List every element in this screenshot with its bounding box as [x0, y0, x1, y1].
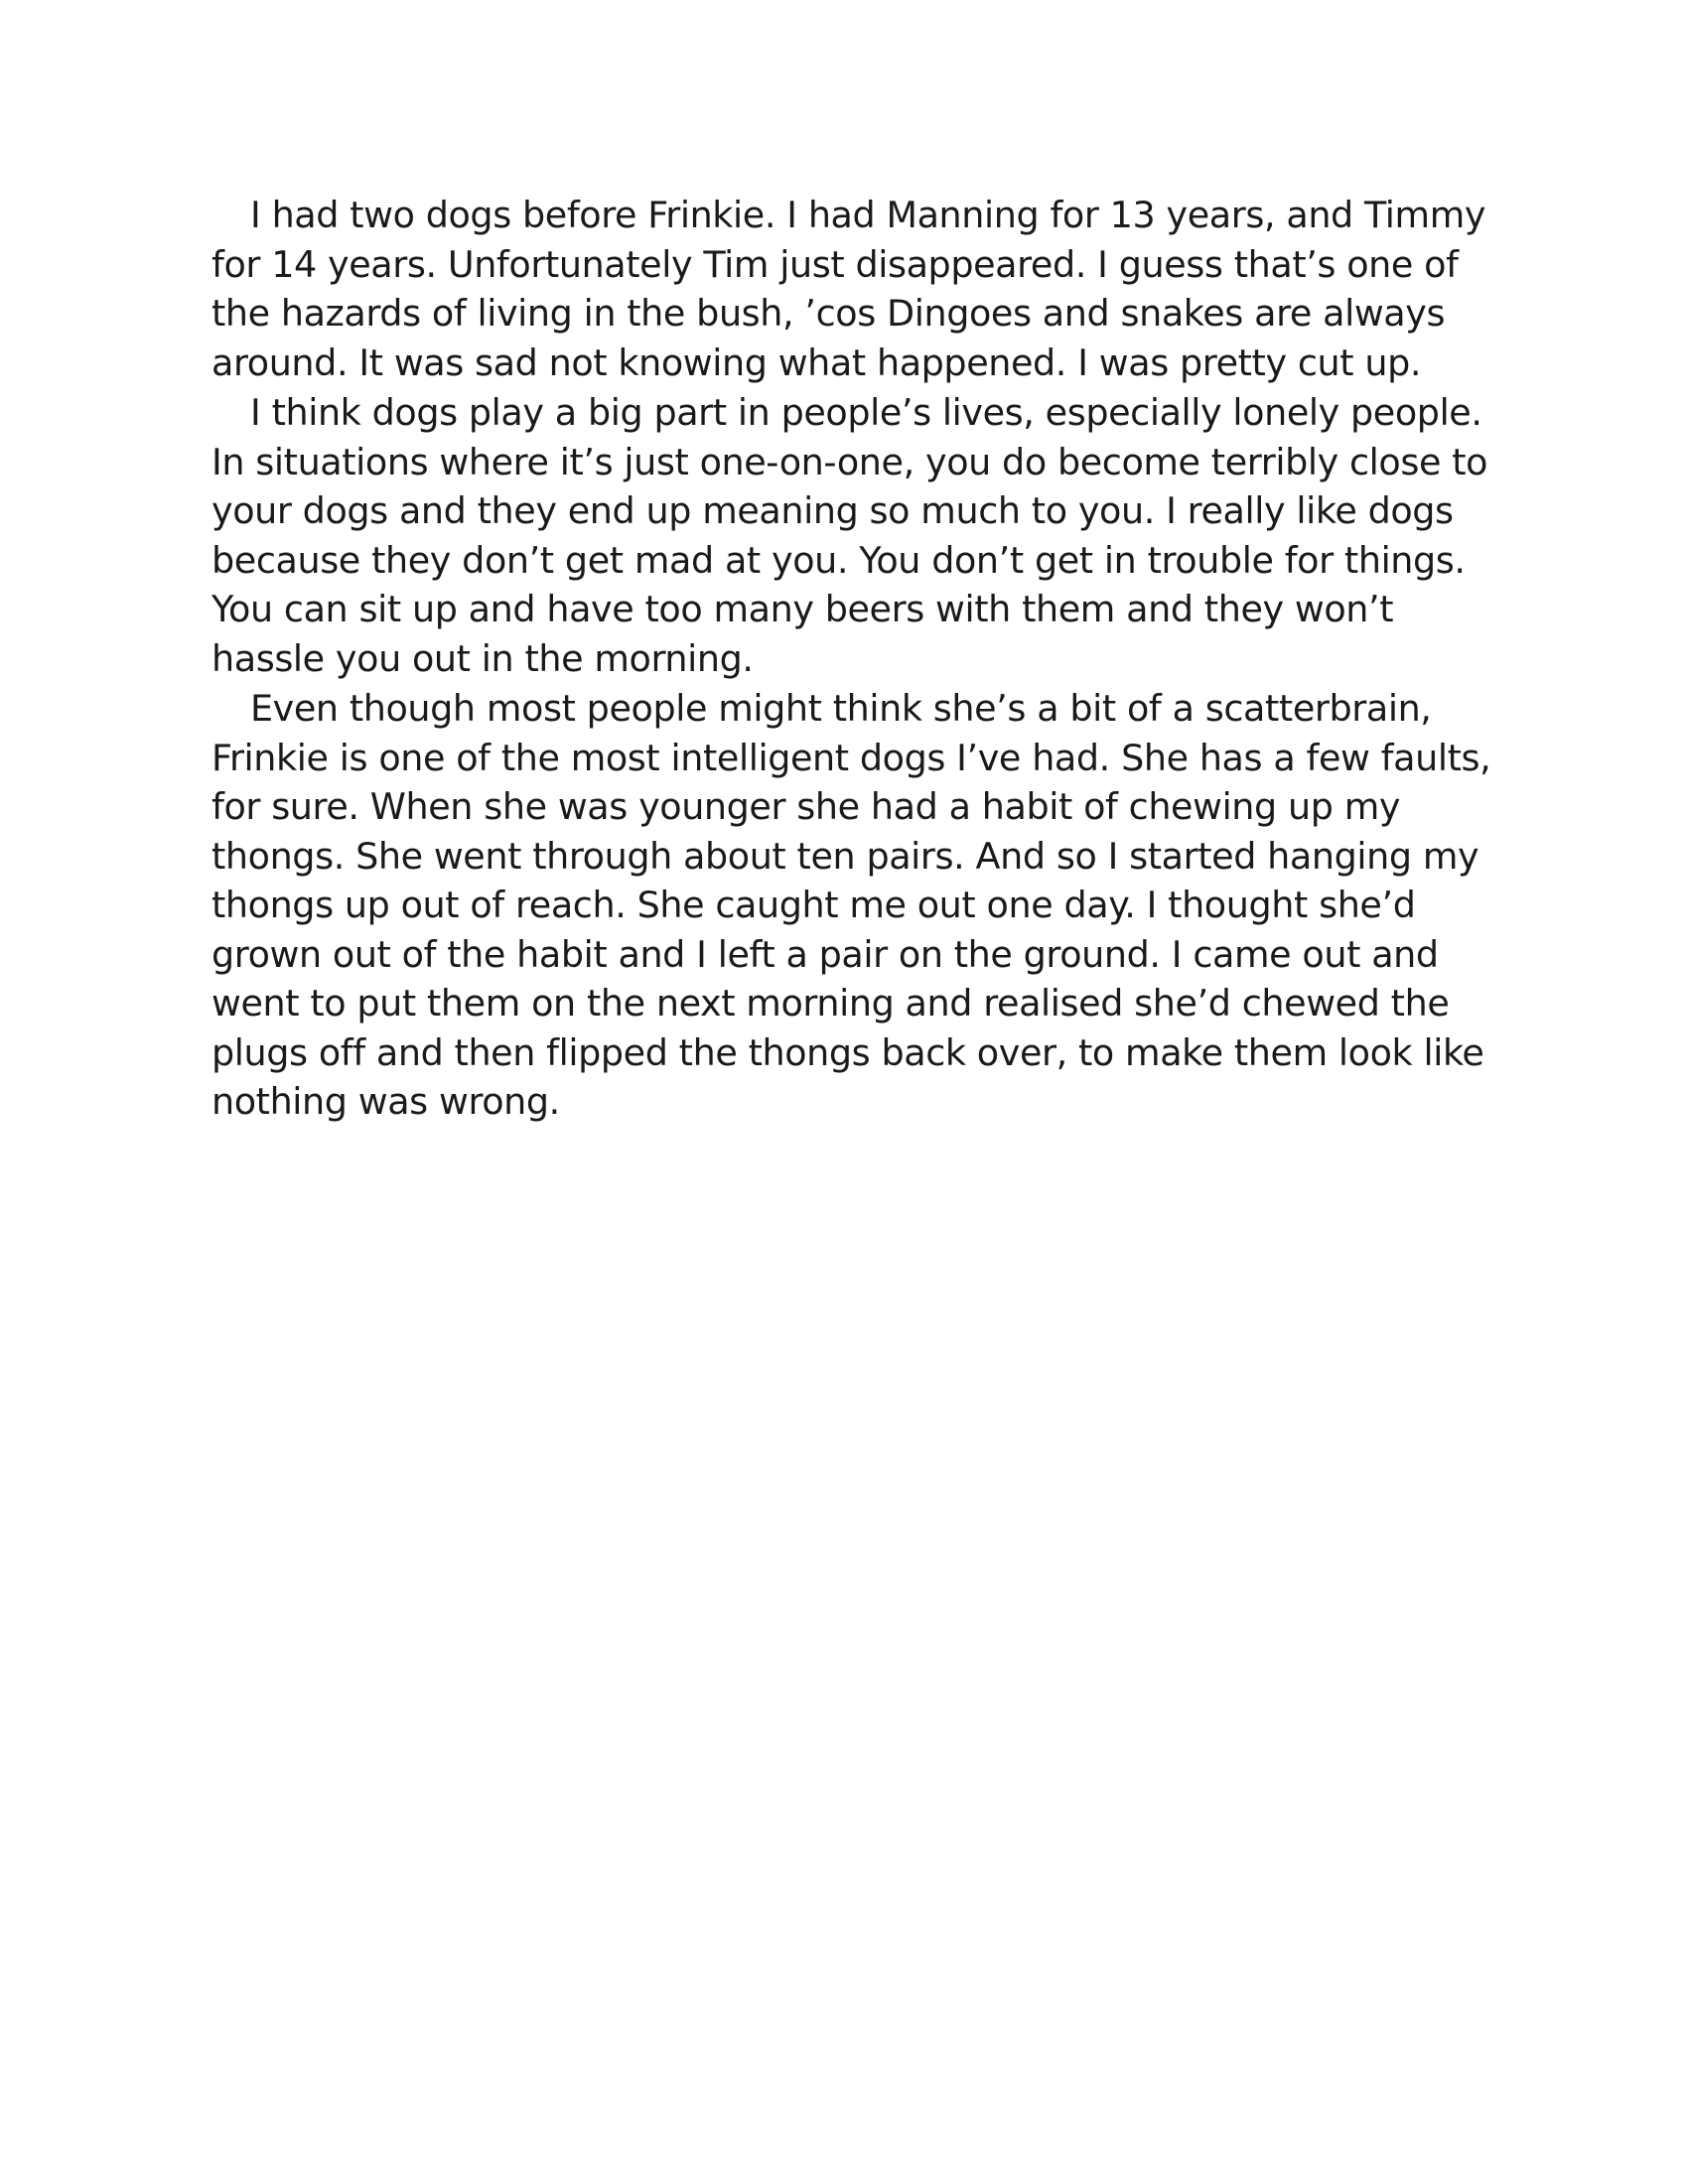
text-line: the hazards of living in the bush, ’cos Dingoes and snakes are always — [211, 292, 1446, 335]
text-line: I had two dogs before Frinkie. I had Manning for 13 years, and Timmy — [250, 194, 1486, 236]
text-line: because they don’t get mad at you. You don’t get in trouble for things. — [211, 538, 1466, 582]
text-line: grown out of the habit and I left a pair on the ground. I came out and — [211, 932, 1439, 976]
text-line: Frinkie is one of the most intelligent dogs I’ve had. She has a few faults, — [211, 736, 1491, 779]
text-line: nothing was wrong. — [211, 1080, 560, 1123]
text-line: You can sit up and have too many beers with them and they won’t — [211, 588, 1394, 630]
text-line: went to put them on the next morning and realised she’d chewed the — [211, 982, 1450, 1024]
text-line: I think dogs play a big part in people’s lives, especially lonely people. — [250, 391, 1482, 434]
text-line: thongs. She went through about ten pairs. And so I started hanging my — [211, 834, 1479, 878]
text-line: Even though most people might think she’s a bit of a scatterbrain, — [250, 687, 1432, 730]
text-line: hassle you out in the morning. — [211, 636, 754, 680]
text-line: around. It was sad not knowing what happened. I was pretty cut up. — [211, 341, 1422, 384]
text-line: for sure. When she was younger she had a habit of chewing up my — [211, 785, 1401, 828]
text-line: plugs off and then flipped the thongs back over, to make them look like — [211, 1030, 1484, 1074]
paragraph-1 — [211, 191, 1492, 387]
text-line: your dogs and they end up meaning so much to you. I really like dogs — [211, 489, 1454, 532]
body-text — [211, 191, 1492, 1127]
text-line: for 14 years. Unfortunately Tim just disappeared. I guess that’s one of — [211, 242, 1459, 286]
paragraph-3 — [211, 684, 1492, 1127]
text-line: In situations where it’s just one-on-one, you do become terribly close to — [211, 440, 1488, 483]
text-line: thongs up out of reach. She caught me out one day. I thought she’d — [211, 884, 1416, 926]
paragraph-2 — [211, 388, 1492, 683]
